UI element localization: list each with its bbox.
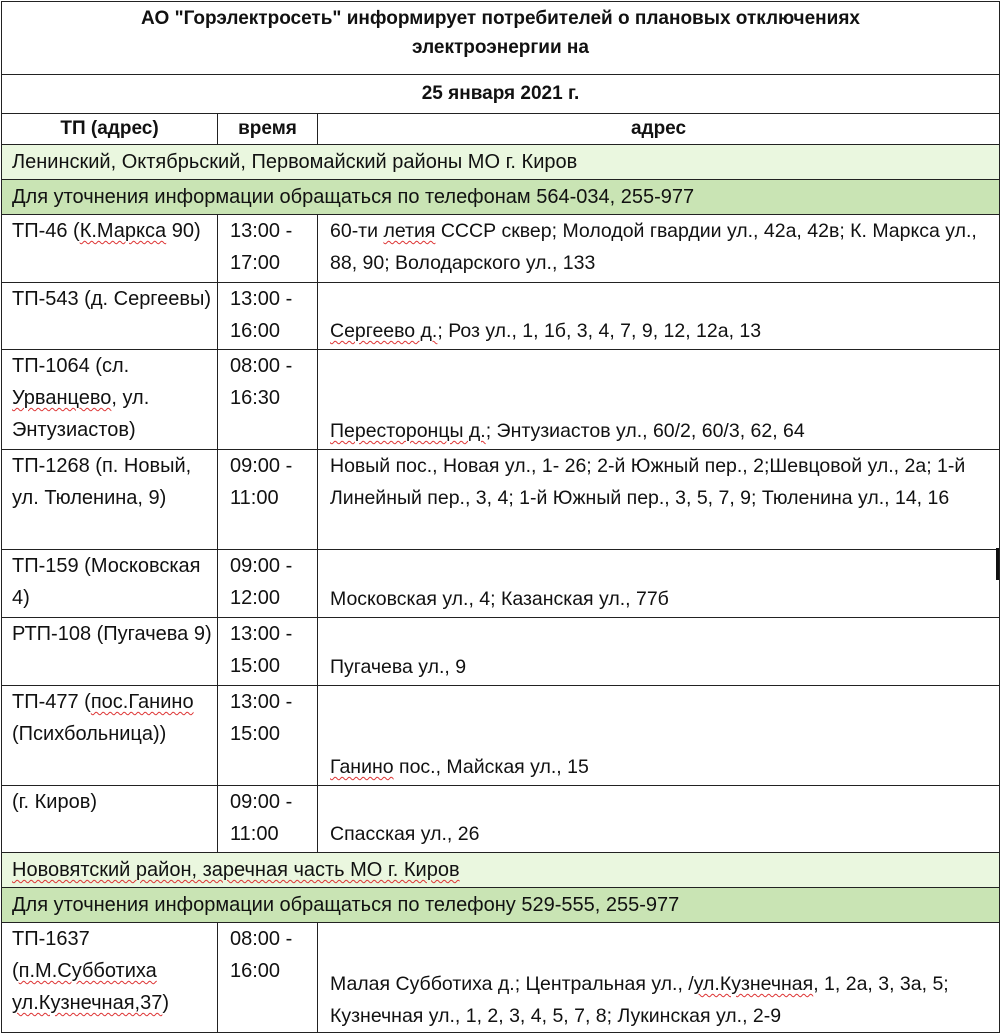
title-row [2, 2, 1000, 75]
table-row [2, 450, 1000, 550]
text-cursor [996, 548, 999, 580]
table-row [2, 786, 1000, 853]
time-cell: 09:00 - 12:00 [218, 550, 318, 618]
tp-cell: ТП-1064 (сл. Урванцево, ул. Энтузиастов) [2, 350, 218, 450]
outage-table [1, 1, 1000, 1033]
address-cell: Пересторонцы д.; Энтузиастов ул., 60/2, 60/3, 62, 64 [318, 350, 1000, 450]
address-cell: Малая Субботиха д.; Центральная ул., /ул.Кузнечная, 1, 2а, 3, 3а, 5; Кузнечная ул., 1, 2, 3, 4, 5, 7, 8; Лукинская ул., 2-9 [318, 923, 1000, 1033]
time-cell: 13:00 - 16:00 [218, 283, 318, 350]
district-label: Нововятский район, заречная часть МО г. Киров [2, 853, 1000, 888]
address-cell: Сергеево д.; Роз ул., 1, 1б, 3, 4, 7, 9, 12, 12а, 13 [318, 283, 1000, 350]
table-row [2, 923, 1000, 1033]
time-cell: 09:00 - 11:00 [218, 450, 318, 550]
tp-cell: (г. Киров) [2, 786, 218, 853]
district-row [2, 853, 1000, 888]
time-cell: 08:00 - 16:00 [218, 923, 318, 1033]
table-row [2, 215, 1000, 283]
district-row [2, 145, 1000, 180]
address-cell: Новый пос., Новая ул., 1- 26; 2-й Южный пер., 2;Шевцовой ул., 2а; 1-й Линейный пер., 3, 4; 1-й Южный пер., 3, 5, 7, 9; Тюленина ул., 14, 16 [318, 450, 1000, 550]
title-line-1: АО "Горэлектросеть" информирует потребителей о плановых отключениях [141, 8, 860, 29]
notice-date: 25 января 2021 г. [2, 75, 1000, 114]
time-cell: 13:00 - 15:00 [218, 686, 318, 786]
tp-cell: ТП-477 (пос.Ганино (Психбольница)) [2, 686, 218, 786]
table-row [2, 283, 1000, 350]
time-cell: 13:00 - 17:00 [218, 215, 318, 283]
time-cell: 13:00 - 15:00 [218, 618, 318, 686]
notice-title [2, 2, 1000, 75]
title-line-2: электроэнергии на [412, 37, 589, 58]
address-cell: Пугачева ул., 9 [318, 618, 1000, 686]
date-row [2, 75, 1000, 114]
time-cell: 08:00 - 16:30 [218, 350, 318, 450]
address-cell: Московская ул., 4; Казанская ул., 77б [318, 550, 1000, 618]
tp-cell: ТП-1268 (п. Новый, ул. Тюленина, 9) [2, 450, 218, 550]
column-header-time: время [218, 114, 318, 145]
column-header-address: адрес [318, 114, 1000, 145]
tp-cell: ТП-46 (К.Маркса 90) [2, 215, 218, 283]
address-cell: Ганино пос., Майская ул., 15 [318, 686, 1000, 786]
tp-cell: ТП-543 (д. Сергеевы) [2, 283, 218, 350]
district-label: Ленинский, Октябрьский, Первомайский районы МО г. Киров [2, 145, 1000, 180]
table-row [2, 618, 1000, 686]
tp-cell: ТП-1637 (п.М.Субботиха ул.Кузнечная,37) [2, 923, 218, 1033]
table-row [2, 350, 1000, 450]
address-cell: 60-ти летия СССР сквер; Молодой гвардии ул., 42а, 42в; К. Маркса ул., 88, 90; Володарского ул., 133 [318, 215, 1000, 283]
column-header-tp: ТП (адрес) [2, 114, 218, 145]
time-cell: 09:00 - 11:00 [218, 786, 318, 853]
phone-info: Для уточнения информации обращаться по телефонам 564-034, 255-977 [2, 180, 1000, 215]
phone-row [2, 888, 1000, 923]
phone-row [2, 180, 1000, 215]
column-header-row [2, 114, 1000, 145]
table-row [2, 686, 1000, 786]
tp-cell: РТП-108 (Пугачева 9) [2, 618, 218, 686]
table-row [2, 550, 1000, 618]
tp-cell: ТП-159 (Московская 4) [2, 550, 218, 618]
address-cell: Спасская ул., 26 [318, 786, 1000, 853]
phone-info: Для уточнения информации обращаться по телефону 529-555, 255-977 [2, 888, 1000, 923]
